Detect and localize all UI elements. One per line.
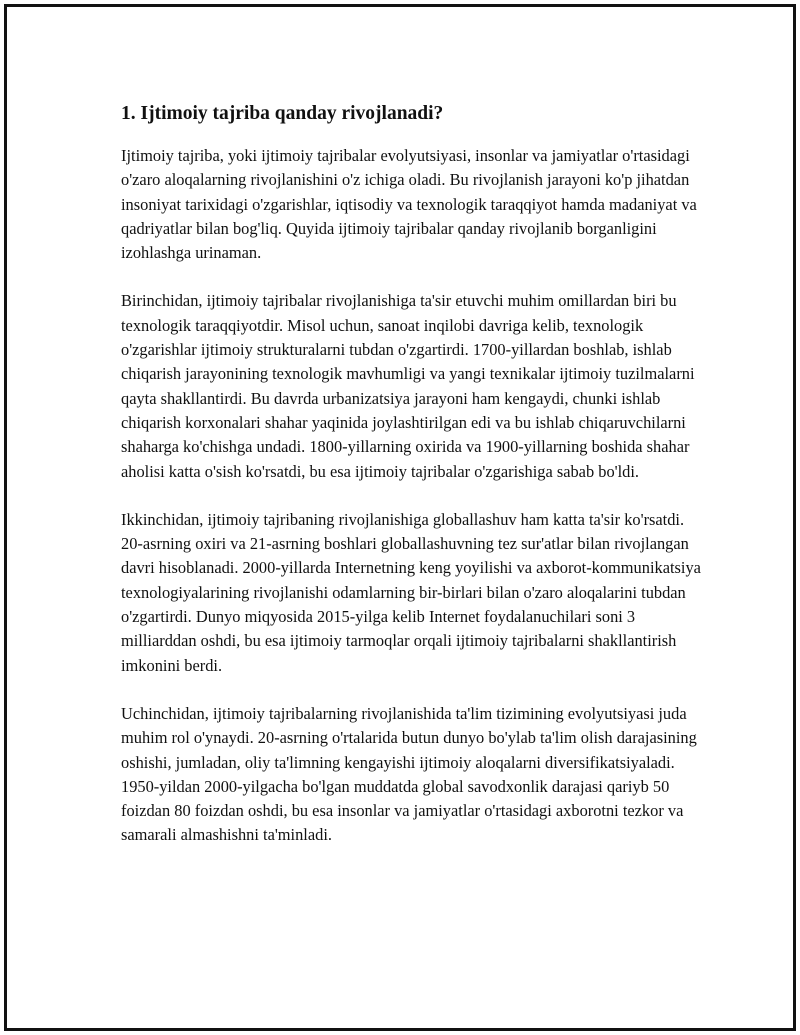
section-heading: 1. Ijtimoiy tajriba qanday rivojlanadi? <box>121 103 444 124</box>
paragraph-intro: Ijtimoiy tajriba, yoki ijtimoiy tajribalar evolyutsiyasi, insonlar va jamiyatlar o'rtasidagi o'zaro aloqalarning rivojlanishini o'z ichiga oladi. Bu rivojlanish jarayoni ko'p jihatdan insoniyat tarixidagi o'zgarishlar, iqtisodiy va texnologik taraqqiyot hamda madaniyat va qadriyatlar bilan bog'liq. Quyida ijtimoiy tajribalar qanday rivojlanib borganligini izohlashga urinaman. <box>121 146 697 263</box>
page-frame <box>4 4 796 1031</box>
paragraph-third-point: Uchinchidan, ijtimoiy tajribalarning rivojlanishida ta'lim tizimining evolyutsiyasi juda muhim rol o'ynaydi. 20-asrning o'rtalarida butun dunyo bo'ylab ta'lim olish darajasining oshishi, jumladan, oliy ta'limning kengayishi ijtimoiy aloqalarni diversifikatsiyaladi. 1950-yildan 2000-yilgacha bo'lgan muddatda global savodxonlik darajasi qariyb 50 foizdan 80 foizdan oshdi, bu esa insonlar va jamiyatlar o'rtasidagi axborotni tezkor va samarali almashishni ta'minladi. <box>121 703 697 845</box>
paragraph-first-point: Birinchidan, ijtimoiy tajribalar rivojlanishiga ta'sir etuvchi muhim omillardan biri bu texnologik taraqqiyotdir. Misol uchun, sanoat inqilobi davriga kelib, texnologik o'zgarishlar ijtimoiy strukturalarni tubdan o'zgartirdi. 1700-yillardan boshlab, ishlab chiqarish jarayonining texnologik mavhumligi va yangi texnikalar ijtimoiy tuzilmalarni qayta shakllantirdi. Bu davrda urbanizatsiya jarayoni ham kengaydi, chunki ishlab chiqarish korxonalari shahar yaqinida joylashtirilgan edi va bu ishlab chiqaruvchilarni shaharga ko'chishga undadi. 1800-yillarning oxirida va 1900-yillarning boshida shahar aholisi katta o'sish ko'rsatdi, bu esa ijtimoiy tajribalar o'zgarishiga sabab bo'ldi. <box>121 291 695 481</box>
document-body <box>121 100 701 872</box>
paragraph-second-point: Ikkinchidan, ijtimoiy tajribaning rivojlanishiga globallashuv ham katta ta'sir ko'rsatdi. 20-asrning oxiri va 21-asrning boshlari globallashuvning tez sur'atlar bilan rivojlangan davri hisoblanadi. 2000-yillarda Internetning keng yoyilishi va axborot-kommunikatsiya texnologiyalarining rivojlanishi odamlarning bir-birlari bilan o'zaro aloqalarini tubdan o'zgartirdi. Dunyo miqyosida 2015-yilga kelib Internet foydalanuchilari soni 3 milliarddan oshdi, bu esa ijtimoiy tarmoqlar orqali ijtimoiy tajribalarni shakllantirish imkonini berdi. <box>121 509 701 675</box>
